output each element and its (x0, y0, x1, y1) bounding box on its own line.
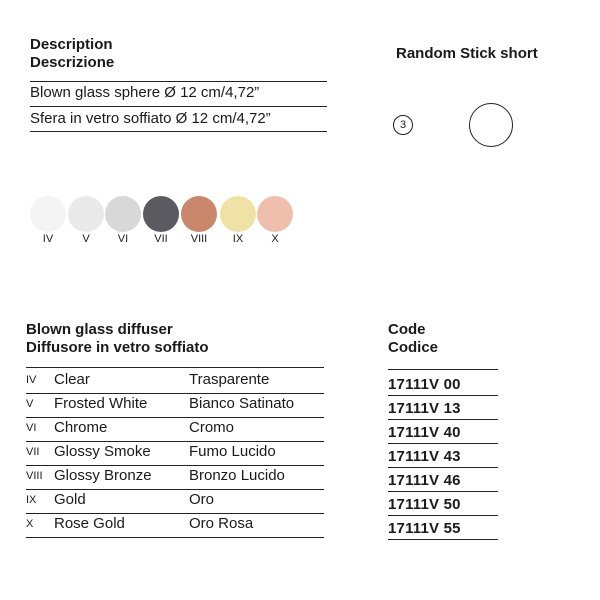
code-row (388, 372, 498, 396)
divider (26, 367, 324, 368)
finish-swatch (143, 196, 179, 232)
divider (30, 106, 327, 107)
product-code: 17111V 13 (388, 400, 461, 417)
swatch-label: IV (42, 233, 54, 245)
finish-roman: V (26, 398, 34, 410)
table-row (26, 465, 324, 489)
finish-roman: IX (26, 494, 37, 506)
product-code: 17111V 00 (388, 376, 461, 393)
finish-name-en: Frosted White (54, 395, 148, 412)
code-heading-en: Code (388, 321, 426, 338)
code-row (388, 420, 498, 444)
code-row (388, 468, 498, 492)
table-row (26, 441, 324, 465)
finish-name-it: Bronzo Lucido (189, 467, 285, 484)
description-heading-it: Descrizione (30, 54, 115, 71)
finish-name-en: Rose Gold (54, 515, 125, 532)
product-code: 17111V 40 (388, 424, 461, 441)
code-heading-it: Codice (388, 339, 439, 356)
finish-name-en: Clear (54, 371, 90, 388)
callout-number: 3 (393, 115, 413, 135)
table-row (26, 393, 324, 417)
finish-name-en: Chrome (54, 419, 108, 436)
finish-name-it: Oro (189, 491, 215, 508)
product-code: 17111V 55 (388, 520, 461, 537)
divider (30, 131, 327, 132)
product-title: Random Stick short (396, 45, 538, 62)
description-line-en: Blown glass sphere Ø 12 cm/4,72” (30, 84, 260, 101)
product-code: 17111V 43 (388, 448, 461, 465)
code-row (388, 516, 498, 540)
finish-name-en: Glossy Bronze (54, 467, 152, 484)
finish-name-en: Glossy Smoke (54, 443, 151, 460)
finish-swatch (257, 196, 293, 232)
description-heading-en: Description (30, 36, 113, 53)
finish-roman: VIII (26, 470, 43, 482)
finish-name-it: Bianco Satinato (189, 395, 295, 412)
swatch-label: VI (117, 233, 129, 245)
finish-swatch (105, 196, 141, 232)
finish-roman: IV (26, 374, 37, 386)
finish-table-heading-it: Diffusore in vetro soffiato (26, 339, 209, 356)
product-code: 17111V 46 (388, 472, 461, 489)
description-line-it: Sfera in vetro soffiato Ø 12 cm/4,72” (30, 110, 271, 127)
finish-table-heading-en: Blown glass diffuser (26, 321, 173, 338)
swatch-label: VII (154, 233, 168, 245)
finish-swatch (30, 196, 66, 232)
finish-roman: VI (26, 422, 37, 434)
table-row (26, 417, 324, 441)
finish-swatch (220, 196, 256, 232)
finish-roman: X (26, 518, 34, 530)
table-row (26, 489, 324, 513)
code-row (388, 396, 498, 420)
swatch-label: VIII (190, 233, 208, 245)
code-row (388, 492, 498, 516)
swatch-label: X (271, 233, 279, 245)
divider (30, 81, 327, 82)
code-heading (388, 321, 438, 357)
description-heading (30, 36, 114, 72)
divider (26, 537, 324, 538)
finish-name-it: Trasparente (189, 371, 270, 388)
table-row (26, 369, 324, 393)
divider (388, 369, 498, 370)
code-row (388, 444, 498, 468)
finish-swatch (181, 196, 217, 232)
finish-roman: VII (26, 446, 40, 458)
finish-name-en: Gold (54, 491, 86, 508)
finish-swatch (68, 196, 104, 232)
product-code: 17111V 50 (388, 496, 461, 513)
finish-name-it: Oro Rosa (189, 515, 254, 532)
sphere-outline-icon (469, 103, 513, 147)
swatch-label: V (82, 233, 90, 245)
table-row (26, 513, 324, 537)
finish-name-it: Fumo Lucido (189, 443, 276, 460)
finish-name-it: Cromo (189, 419, 235, 436)
swatch-label: IX (232, 233, 244, 245)
finish-table-heading (26, 321, 209, 357)
divider (388, 539, 498, 540)
